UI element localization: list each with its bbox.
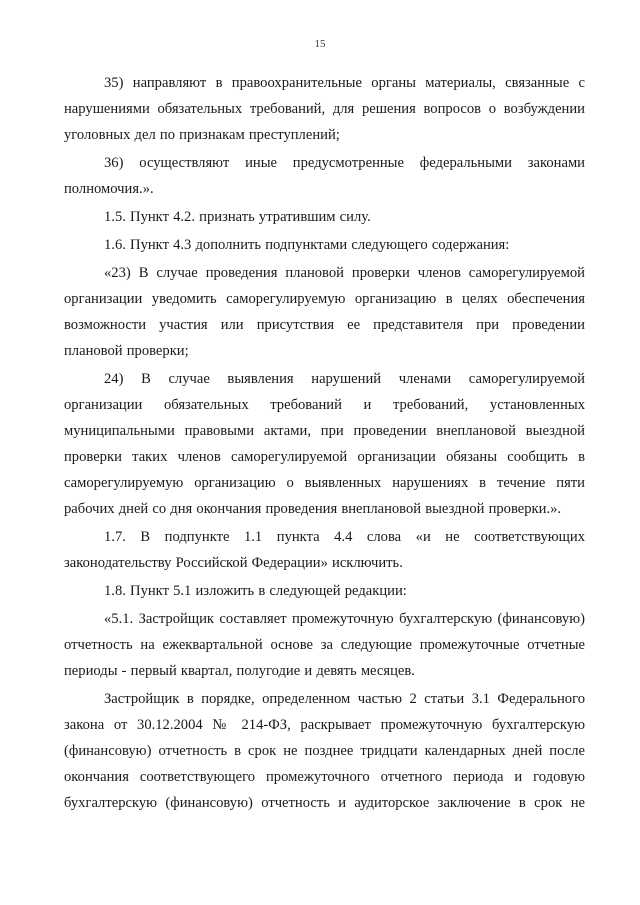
page-number: 15 bbox=[314, 38, 326, 50]
paragraph-item-36: 36) осуществляют иные предусмотренные федеральными законами полномочия.». bbox=[64, 155, 585, 197]
paragraph-1-8: 1.8. Пункт 5.1 изложить в следующей редакции: bbox=[104, 583, 407, 599]
paragraph-developer-disclosure: Застройщик в порядке, определенном частью 2 статьи 3.1 Федерального закона от 30.12.2004 № 214-ФЗ, раскрывает промежуточную бухгалтерскую (финансовую) отчетность в срок не позднее тридцати календарных дней после окончания соответствующего промежуточного отчетного периода и годовую бухгалтерскую (финансовую) отчетность и аудиторское заключение в срок не bbox=[64, 691, 585, 811]
paragraph-item-24: 24) В случае выявления нарушений членами саморегулируемой организации обязательных требований и требований, установленных муниципальными правовыми актами, при проведении внеплановой выездной проверки таких членов саморегулируемой организации обязаны сообщить в саморегулируемую организацию о выявленных нарушениях в течение пяти рабочих дней со дня окончания проведения внеплановой выездной проверки.». bbox=[64, 371, 585, 517]
paragraph-item-23: «23) В случае проведения плановой проверки членов саморегулируемой организации уведомить саморегулируемую организацию в целях обеспечения возможности участия или присутствия ее представителя при проведении плановой проверки; bbox=[64, 265, 585, 359]
paragraph-item-35: 35) направляют в правоохранительные органы материалы, связанные с нарушениями обязательных требований, для решения вопросов о возбуждении уголовных дел по признакам преступлений; bbox=[64, 75, 585, 143]
paragraph-1-5: 1.5. Пункт 4.2. признать утратившим силу. bbox=[104, 209, 371, 225]
paragraph-1-7: 1.7. В подпункте 1.1 пункта 4.4 слова «и не соответствующих законодательству Российской Федерации» исключить. bbox=[64, 529, 585, 571]
paragraph-1-6: 1.6. Пункт 4.3 дополнить подпунктами следующего содержания: bbox=[104, 237, 510, 253]
document-body bbox=[64, 70, 585, 816]
paragraph-5-1: «5.1. Застройщик составляет промежуточную бухгалтерскую (финансовую) отчетность на ежеквартальной основе за следующие промежуточные отчетные периоды - первый квартал, полугодие и девять месяцев. bbox=[64, 611, 585, 679]
